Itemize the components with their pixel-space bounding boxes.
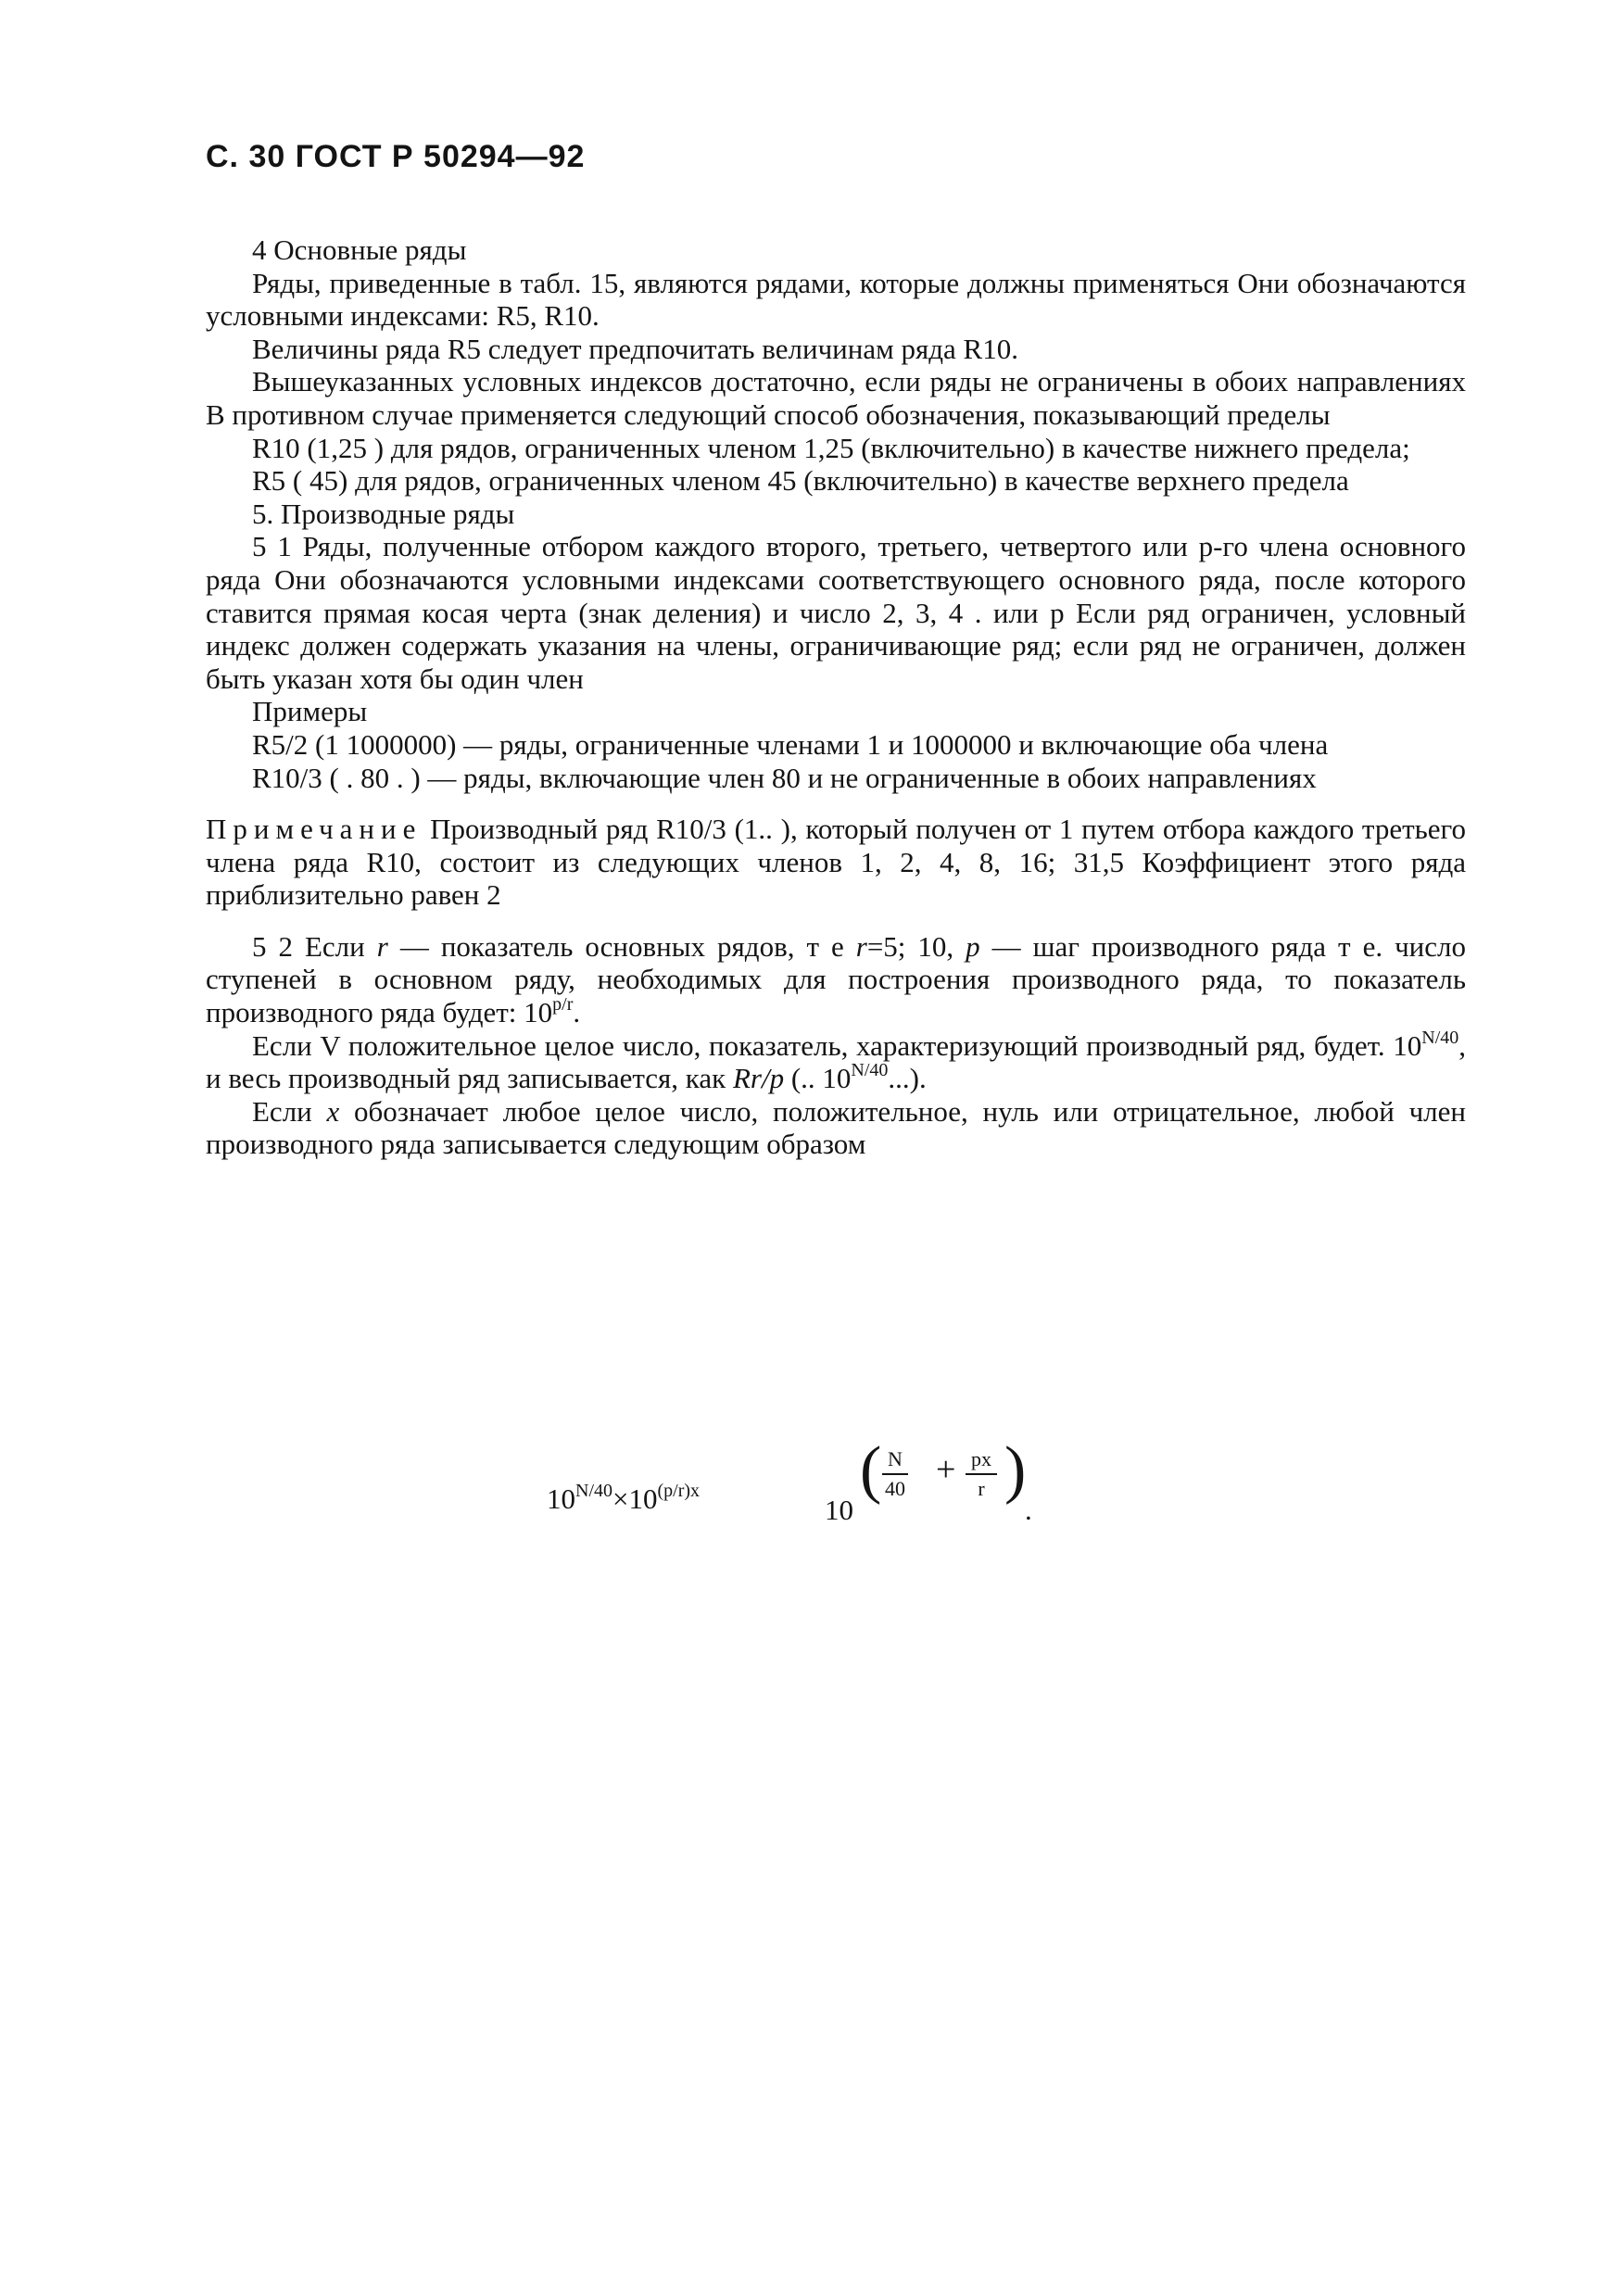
formula-right-paren: ): [1004, 1434, 1027, 1506]
formula-base: 10: [825, 1494, 853, 1526]
note-paragraph: [206, 813, 1466, 912]
formula-plus: +: [936, 1450, 956, 1489]
member-formula: [547, 1434, 1195, 1557]
section-5-title: 5. Производные ряды: [252, 497, 515, 530]
note-text: Производный ряд R10/3 (1.. ), который получен от 1 путем отбора каждого третьего члена ряда R10, состоит из следующих членов 1, 2, 4, 8, 16; 31,5 Коэффициент этого ряда приблизительно равен 2: [206, 813, 1466, 912]
paragraph-preference: Величины ряда R5 следует предпочитать величинам ряда R10.: [252, 332, 1018, 365]
section-4-title: 4 Основные ряды: [252, 233, 467, 266]
exponent-p-r: p/r: [552, 994, 574, 1016]
formula-end-dot: .: [1025, 1494, 1032, 1526]
paragraph-5-1: 5 1 Ряды, полученные отбором каждого второго, третьего, четвертого или p-го члена основного ряда Они обозначаются условными индексами соответствующего основного ряда, после которого ставится прямая косая черта (знак деления) и число 2, 3, 4 . или p Если ряд ограничен, условный индекс должен содержать указания на члены, ограничивающие ряд; если ряд не ограничен, должен быть указан хотя бы один член: [206, 530, 1466, 695]
paragraph-series-indices: Ряды, приведенные в табл. 15, являются рядами, которые должны применяться Они обозначаются условными индексами: R5, R10.: [206, 266, 1466, 333]
formula-left-paren: (: [860, 1434, 882, 1506]
paragraph-derived-notation: Если V положительное целое число, показатель, характеризующий производный ряд, будет. $10^{N/40}$, и весь производный ряд записывается, как Rr/p (.. $10^{N/40}$...).: [206, 1027, 1466, 1095]
document-body: [206, 233, 1466, 1161]
formula-product: $10^{N/40}\times 10^{(p/r)x}$: [547, 1481, 701, 1515]
fraction-px-r: $\frac{px}{r}$: [966, 1447, 997, 1501]
example-2: R10/3 ( . 80 . ) — ряды, включающие член 80 и не ограниченные в обоих направлениях: [252, 761, 1317, 794]
note-label: Примечание: [206, 813, 423, 846]
exponent-n-40-b: N/40: [851, 1060, 889, 1081]
fraction-n-40: $\frac{N}{40}$: [882, 1447, 908, 1501]
paragraph-any-member: Если x обозначает любое целое число, положительное, нуль или отрицательное, любой член производного ряда записывается следующим образом: [206, 1094, 1466, 1161]
paragraph-r5-upper: R5 ( 45) для рядов, ограниченных членом 45 (включительно) в качестве верхнего предела: [252, 464, 1349, 498]
paragraph-r10-lower: R10 (1,25 ) для рядов, ограниченных членом 1,25 (включительно) в качестве нижнего предела;: [252, 431, 1410, 464]
exponent-n-40: N/40: [1421, 1027, 1459, 1048]
page-header: С. 30 ГОСТ Р 50294—92: [206, 139, 586, 174]
example-1: R5/2 (1 1000000) — ряды, ограниченные членами 1 и 1000000 и включающие оба члена: [252, 727, 1329, 761]
examples-label: Примеры: [252, 695, 368, 728]
paragraph-5-2: 5 2 Если r — показатель основных рядов, т е r=5; 10, p — шаг производного ряда т е. число ступеней в основном ряду, необходимых для построения производного ряда, то показатель производного ряда будет: $10^{p/r}$.: [206, 929, 1466, 1029]
paragraph-limits: Вышеуказанных условных индексов достаточно, если ряды не ограничены в обоих направлениях В противном случае применяется следующий способ обозначения, показывающий пределы: [206, 365, 1466, 431]
